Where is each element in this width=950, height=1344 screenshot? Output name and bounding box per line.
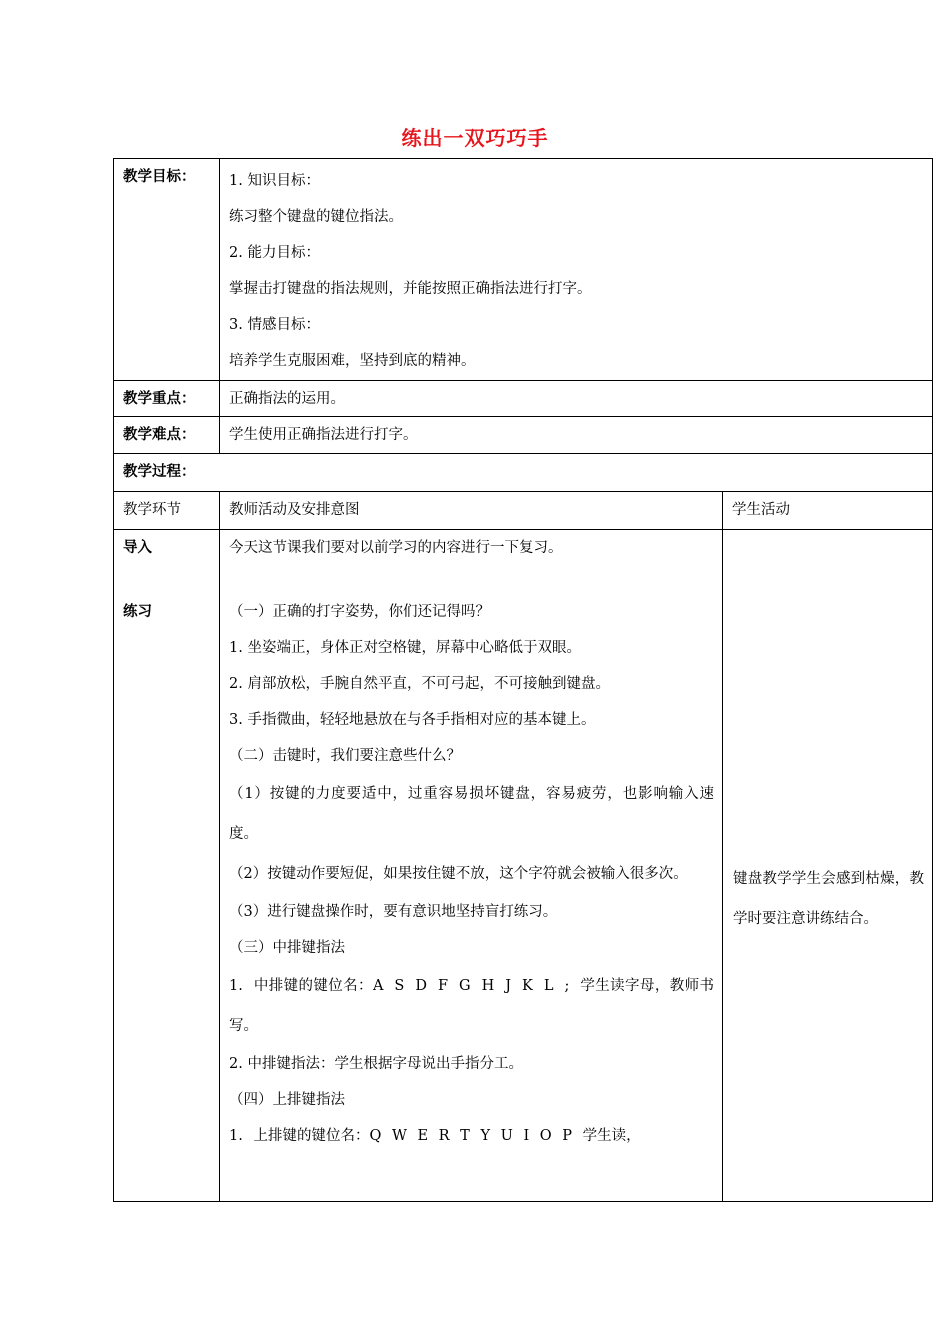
section-3-paragraph: 2. 中排键指法：学生根据字母说出手指分工。 xyxy=(229,1056,523,1072)
column-header-row xyxy=(114,492,933,530)
process-row xyxy=(114,454,933,492)
objective-line: 1. 知识目标： xyxy=(229,173,320,189)
stage-cell xyxy=(114,530,220,1202)
section-1-item: 1. 坐姿端正，身体正对空格键，屏幕中心略低于双眼。 xyxy=(229,640,581,656)
objectives-label: 教学目标： xyxy=(114,159,220,381)
objectives-row xyxy=(114,159,933,381)
page-title: 练出一双巧巧手 xyxy=(401,126,549,150)
objective-line: 练习整个键盘的键位指法。 xyxy=(229,209,403,225)
column-header-teacher: 教师活动及安排意图 xyxy=(220,492,723,530)
column-header-student: 学生活动 xyxy=(723,492,933,530)
section-2-paragraph: （2）按键动作要短促，如果按住键不放，这个字符就会被输入很多次。 xyxy=(229,866,688,882)
column-header-stage: 教学环节 xyxy=(114,492,220,530)
activity-row xyxy=(114,530,933,1202)
stage-practice: 练习 xyxy=(123,604,152,620)
difficulty-label: 教学难点： xyxy=(114,417,220,454)
objective-line: 掌握击打键盘的指法规则，并能按照正确指法进行打字。 xyxy=(229,281,592,297)
section-2-paragraph: （3）进行键盘操作时，要有意识地坚持盲打练习。 xyxy=(229,904,558,920)
section-4-title: （四）上排键指法 xyxy=(229,1092,345,1108)
key-point-text: 正确指法的运用。 xyxy=(220,381,933,417)
key-point-label: 教学重点： xyxy=(114,381,220,417)
lesson-plan-table xyxy=(113,158,933,1202)
section-3-paragraph: 1. 中排键的键位名：A S D F G H J K L ; 学生读字母，教师书写。 xyxy=(229,978,714,1034)
student-activity-text: 键盘教学学生会感到枯燥，教学时要注意讲练结合。 xyxy=(733,870,924,927)
section-1-title: （一）正确的打字姿势，你们还记得吗？ xyxy=(229,604,490,620)
process-label: 教学过程： xyxy=(114,454,933,492)
student-activity-cell xyxy=(723,530,933,1202)
section-1-item: 2. 肩部放松，手腕自然平直，不可弓起，不可接触到键盘。 xyxy=(229,676,610,692)
section-3-title: （三）中排键指法 xyxy=(229,940,345,956)
difficulty-text: 学生使用正确指法进行打字。 xyxy=(220,417,933,454)
section-2-title: （二）击键时，我们要注意些什么？ xyxy=(229,748,461,764)
section-1-item: 3. 手指微曲，轻轻地悬放在与各手指相对应的基本键上。 xyxy=(229,712,596,728)
key-point-row xyxy=(114,381,933,417)
section-2-paragraph: （1）按键的力度要适中，过重容易损坏键盘，容易疲劳，也影响输入速度。 xyxy=(229,786,714,842)
section-4-paragraph: 1. 上排键的键位名：Q W E R T Y U I O P 学生读， xyxy=(229,1128,641,1144)
teacher-activity-cell xyxy=(220,530,723,1202)
difficulty-row xyxy=(114,417,933,454)
objective-line: 3. 情感目标： xyxy=(229,317,320,333)
objectives-content xyxy=(220,159,933,381)
objective-line: 2. 能力目标： xyxy=(229,245,320,261)
teacher-intro: 今天这节课我们要对以前学习的内容进行一下复习。 xyxy=(229,540,563,556)
stage-intro: 导入 xyxy=(123,540,152,556)
objective-line: 培养学生克服困难，坚持到底的精神。 xyxy=(229,353,476,369)
